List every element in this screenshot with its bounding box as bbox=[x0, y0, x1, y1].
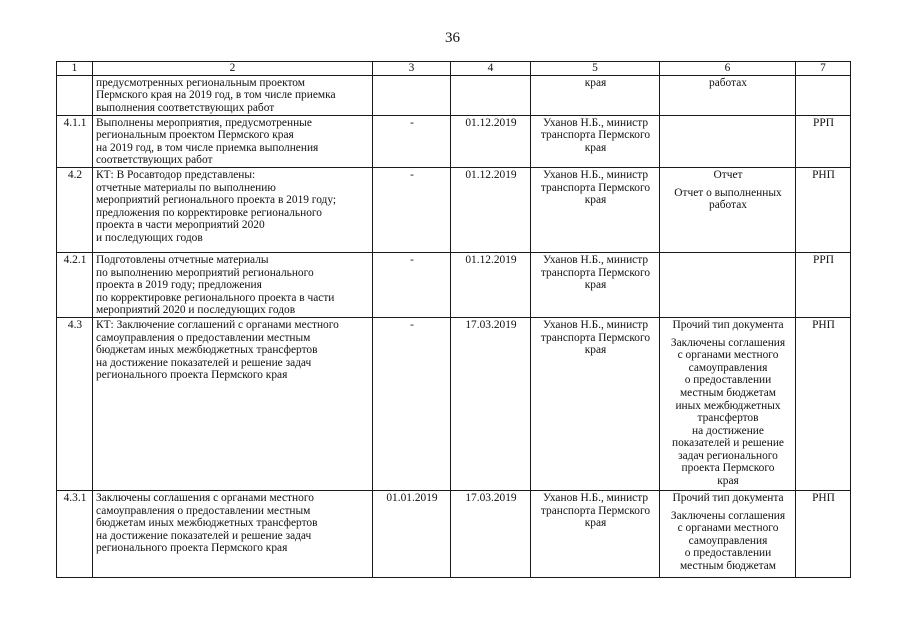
document-type: Прочий тип документа bbox=[672, 491, 784, 504]
document-type: Прочий тип документа bbox=[672, 318, 784, 331]
start-date: - bbox=[410, 168, 414, 181]
description-line: Пермского края на 2019 год, в том числе приемка bbox=[96, 89, 336, 102]
description-line: проекта в части мероприятий 2020 bbox=[96, 219, 265, 232]
document-description-line: о предоставлении bbox=[684, 374, 772, 387]
control-level-cell bbox=[796, 75, 851, 115]
responsible-line: транспорта Пермского bbox=[540, 331, 651, 344]
responsible-cell bbox=[531, 317, 660, 490]
description-line: КТ: Заключение соглашений с органами местного bbox=[96, 318, 339, 331]
document-description-line: самоуправления bbox=[688, 361, 768, 374]
end-date-cell bbox=[451, 317, 531, 490]
responsible-cell bbox=[531, 252, 660, 317]
row-number-cell bbox=[57, 167, 93, 252]
document-type: Отчет bbox=[713, 168, 743, 181]
responsible-line: края bbox=[584, 279, 607, 292]
description-cell bbox=[93, 115, 373, 167]
row-number-cell bbox=[57, 317, 93, 490]
responsible-line: транспорта Пермского bbox=[540, 266, 651, 279]
control-level: РНП bbox=[812, 168, 835, 181]
table-row bbox=[57, 115, 851, 167]
responsible-line: края bbox=[584, 517, 607, 530]
document-cell bbox=[660, 167, 796, 252]
column-header: 7 bbox=[796, 62, 851, 76]
description-line: Выполнены мероприятия, предусмотренные bbox=[96, 116, 312, 129]
description-line: отчетные материалы по выполнению bbox=[96, 181, 276, 194]
control-level-cell bbox=[796, 317, 851, 490]
end-date: 01.12.2019 bbox=[465, 168, 517, 181]
page-number: 36 bbox=[445, 30, 460, 46]
document-description-line: Заключены соглашения bbox=[670, 336, 786, 349]
document-description-line: Отчет о выполненных bbox=[674, 186, 782, 199]
start-date-cell bbox=[373, 252, 451, 317]
document-description-line: местным бюджетам bbox=[679, 559, 777, 572]
description-line: мероприятий 2020 и последующих годов bbox=[96, 304, 296, 317]
row-number: 4.2.1 bbox=[63, 253, 87, 266]
start-date: 01.01.2019 bbox=[386, 491, 438, 504]
column-header: 2 bbox=[93, 62, 373, 76]
responsible-line: края bbox=[584, 194, 607, 207]
table-body bbox=[57, 75, 851, 577]
row-number: 4.1.1 bbox=[63, 116, 87, 129]
responsible-line: Уханов Н.Б., министр bbox=[542, 318, 649, 331]
document-cell bbox=[660, 115, 796, 167]
document-description-line: работах bbox=[709, 76, 747, 89]
responsible-line: края bbox=[584, 344, 607, 357]
row-number: 4.3.1 bbox=[63, 491, 87, 504]
description-line: по корректировке регионального проекта в части bbox=[96, 291, 335, 304]
plan-table bbox=[56, 61, 851, 578]
description-line: предусмотренных региональным проектом bbox=[96, 76, 305, 89]
document-description-line: с органами местного bbox=[677, 349, 779, 362]
description-line: бюджетам иных межбюджетных трансфертов bbox=[96, 344, 318, 357]
document-cell bbox=[660, 252, 796, 317]
description-line: Заключены соглашения с органами местного bbox=[96, 491, 314, 504]
responsible-line: транспорта Пермского bbox=[540, 504, 651, 517]
end-date-cell bbox=[451, 115, 531, 167]
start-date: - bbox=[410, 116, 414, 129]
document-description-line: проекта Пермского bbox=[681, 462, 775, 475]
control-level-cell bbox=[796, 252, 851, 317]
row-number-cell bbox=[57, 75, 93, 115]
description-cell bbox=[93, 75, 373, 115]
start-date: - bbox=[410, 253, 414, 266]
document-cell bbox=[660, 490, 796, 577]
responsible-cell bbox=[531, 115, 660, 167]
description-line: Подготовлены отчетные материалы bbox=[96, 253, 269, 266]
table-row bbox=[57, 167, 851, 252]
column-header: 4 bbox=[451, 62, 531, 76]
description-line: на достижение показателей и решение задач bbox=[96, 529, 312, 542]
description-line: региональным проектом Пермского края bbox=[96, 129, 294, 142]
responsible-cell bbox=[531, 75, 660, 115]
responsible-line: Уханов Н.Б., министр bbox=[542, 168, 649, 181]
row-number-cell bbox=[57, 252, 93, 317]
document-description-line: показателей и решение bbox=[672, 437, 784, 450]
document-description-line: на достижение bbox=[692, 424, 764, 437]
table-row bbox=[57, 317, 851, 490]
responsible-line: транспорта Пермского bbox=[540, 181, 651, 194]
document-cell bbox=[660, 317, 796, 490]
document-description-line: работах bbox=[709, 199, 747, 212]
start-date: - bbox=[410, 318, 414, 331]
control-level: РРП bbox=[813, 253, 834, 266]
control-level: РНП bbox=[812, 491, 835, 504]
end-date: 01.12.2019 bbox=[465, 116, 517, 129]
control-level-cell bbox=[796, 167, 851, 252]
description-line: регионального проекта Пермского края bbox=[96, 369, 288, 382]
start-date-cell bbox=[373, 115, 451, 167]
column-header: 1 bbox=[57, 62, 93, 76]
description-line: бюджетам иных межбюджетных трансфертов bbox=[96, 517, 318, 530]
end-date-cell bbox=[451, 167, 531, 252]
control-level-cell bbox=[796, 490, 851, 577]
description-line: соответствующих работ bbox=[96, 154, 213, 167]
column-header: 3 bbox=[373, 62, 451, 76]
description-line: и последующих годов bbox=[96, 231, 203, 244]
end-date-cell bbox=[451, 252, 531, 317]
document-description-line: самоуправления bbox=[688, 534, 768, 547]
row-number: 4.2 bbox=[67, 168, 83, 181]
responsible-line: Уханов Н.Б., министр bbox=[542, 116, 649, 129]
description-line: самоуправления о предоставлении местным bbox=[96, 504, 311, 517]
responsible-cell bbox=[531, 490, 660, 577]
start-date-cell bbox=[373, 167, 451, 252]
end-date-cell bbox=[451, 490, 531, 577]
document-description-line: Заключены соглашения bbox=[670, 509, 786, 522]
description-cell bbox=[93, 317, 373, 490]
table-header-row bbox=[57, 62, 851, 76]
table-row bbox=[57, 75, 851, 115]
end-date: 01.12.2019 bbox=[465, 253, 517, 266]
responsible-line: края bbox=[584, 141, 607, 154]
start-date-cell bbox=[373, 490, 451, 577]
control-level: РНП bbox=[812, 318, 835, 331]
description-line: предложения по корректировке регионального bbox=[96, 206, 322, 219]
description-line: мероприятий регионального проекта в 2019 году; bbox=[96, 194, 337, 207]
description-cell bbox=[93, 167, 373, 252]
description-line: КТ: В Росавтодор представлены: bbox=[96, 168, 256, 181]
document-cell bbox=[660, 75, 796, 115]
responsible-line: Уханов Н.Б., министр bbox=[542, 491, 649, 504]
responsible-cell bbox=[531, 167, 660, 252]
start-date-cell bbox=[373, 75, 451, 115]
description-line: по выполнению мероприятий регионального bbox=[96, 266, 314, 279]
table-row bbox=[57, 252, 851, 317]
description-line: регионального проекта Пермского края bbox=[96, 542, 288, 555]
description-line: самоуправления о предоставлении местным bbox=[96, 331, 311, 344]
description-cell bbox=[93, 490, 373, 577]
document-description-line: с органами местного bbox=[677, 522, 779, 535]
end-date: 17.03.2019 bbox=[465, 318, 517, 331]
description-line: на 2019 год, в том числе приемка выполнения bbox=[96, 141, 319, 154]
document-description-line: местным бюджетам bbox=[679, 386, 777, 399]
row-number-cell bbox=[57, 490, 93, 577]
description-line: на достижение показателей и решение задач bbox=[96, 356, 312, 369]
row-number: 4.3 bbox=[67, 318, 83, 331]
responsible-line: края bbox=[584, 76, 607, 89]
end-date: 17.03.2019 bbox=[465, 491, 517, 504]
start-date-cell bbox=[373, 317, 451, 490]
control-level: РРП bbox=[813, 116, 834, 129]
end-date-cell bbox=[451, 75, 531, 115]
row-number-cell bbox=[57, 115, 93, 167]
column-header: 5 bbox=[531, 62, 660, 76]
document-description-line: края bbox=[717, 475, 739, 488]
document-description-line: задач регионального bbox=[678, 449, 778, 462]
table-row bbox=[57, 490, 851, 577]
control-level-cell bbox=[796, 115, 851, 167]
description-line: проекта в 2019 году; предложения bbox=[96, 279, 262, 292]
description-cell bbox=[93, 252, 373, 317]
document-description-line: о предоставлении bbox=[684, 547, 772, 560]
document-description-line: трансфертов bbox=[697, 412, 759, 425]
column-header: 6 bbox=[660, 62, 796, 76]
document-description-line: иных межбюджетных bbox=[675, 399, 781, 412]
responsible-line: транспорта Пермского bbox=[540, 129, 651, 142]
description-line: выполнения соответствующих работ bbox=[96, 101, 275, 114]
responsible-line: Уханов Н.Б., министр bbox=[542, 253, 649, 266]
